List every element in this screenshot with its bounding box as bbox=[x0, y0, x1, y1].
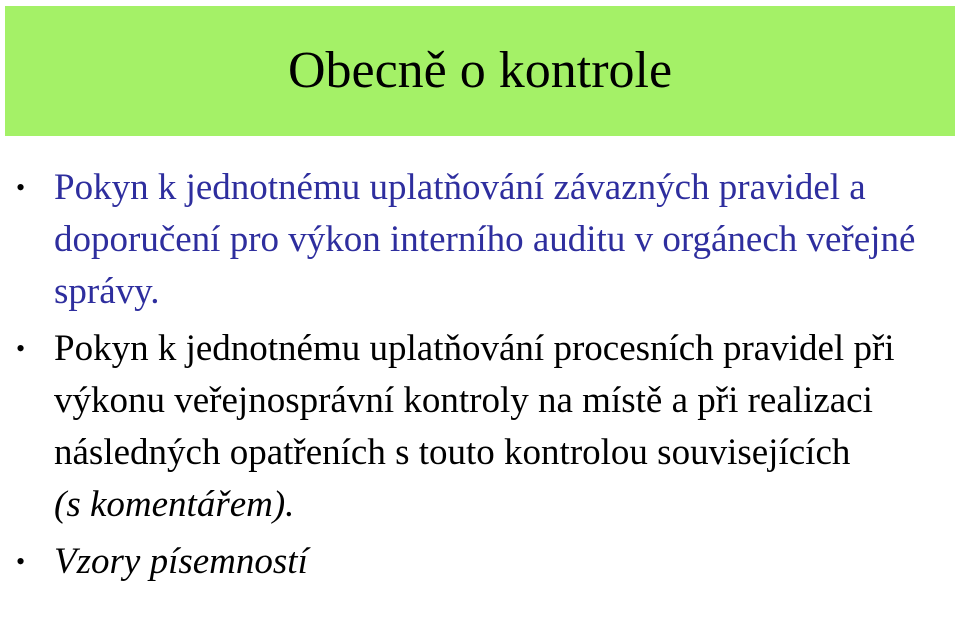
slide-title: Obecně o kontrole bbox=[287, 42, 673, 99]
bullet-text-public-control-main: Pokyn k jednotnému uplatňování procesních pravidel při výkonu veřejnosprávní kontroly na místě a při realizaci následných opatřeních s touto kontrolou souvisejících bbox=[54, 328, 895, 473]
bullet-text-internal-audit: Pokyn k jednotnému uplatňování závazných pravidel a doporučení pro výkon interního auditu v orgánech veřejné správy. bbox=[54, 167, 916, 312]
bullet-item-public-control bbox=[0, 323, 960, 531]
bullet-text-public-control bbox=[54, 323, 940, 531]
title-bar bbox=[5, 6, 955, 136]
bullet-text-public-control-note: (s komentářem). bbox=[54, 484, 295, 525]
bullet-item-internal-audit bbox=[0, 162, 960, 318]
bullet-list bbox=[0, 162, 960, 588]
bullet-text-document-templates: Vzory písemností bbox=[54, 541, 308, 582]
bullet-dot-icon: • bbox=[16, 547, 26, 576]
bullet-dot-icon: • bbox=[16, 173, 26, 202]
bullet-item-document-templates bbox=[0, 536, 960, 588]
bullet-dot-icon: • bbox=[16, 334, 26, 363]
